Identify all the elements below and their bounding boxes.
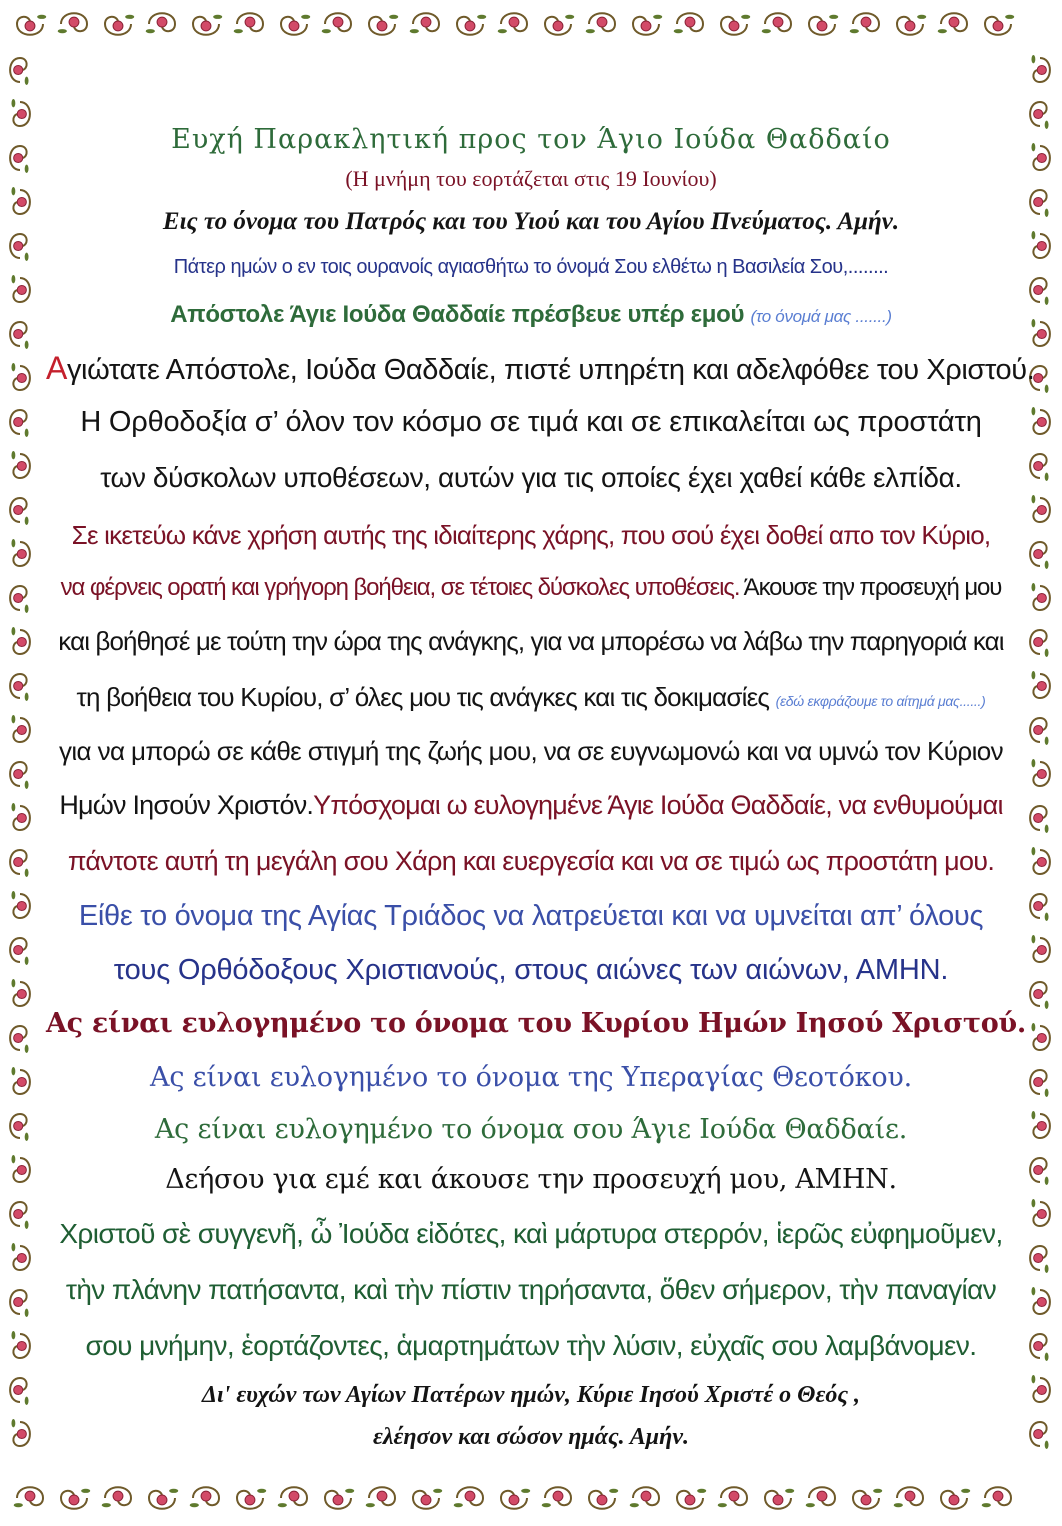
vine-ornament: [1031, 231, 1049, 258]
vine-ornament: [1031, 319, 1049, 346]
vine-ornament: [1030, 102, 1048, 129]
vine-ornament: [10, 1114, 28, 1141]
vine-ornament: [545, 15, 574, 35]
vine-ornament: [850, 13, 879, 33]
prayer-line-5-b: Άκουσε την προσευχή μου: [739, 574, 1002, 601]
vine-ornament: [985, 15, 1014, 35]
vine-ornament: [938, 13, 967, 33]
closing-prayer-1: Δι' ευχών των Αγίων Πατέρων ημών, Κύριε Ιησού Χριστέ ο Θεός ,: [201, 1382, 861, 1408]
vine-ornament: [1030, 630, 1048, 657]
vine-ornament: [10, 1378, 28, 1405]
vine-ornament: [11, 451, 29, 478]
prayer-line-4: Σε ικετεύω κάνε χρήση αυτής της ιδιαίτερης χάρης, που σού έχει δοθεί απο τον Κύριο,: [71, 520, 991, 550]
vine-ornament: [1030, 278, 1048, 305]
vine-ornament: [193, 15, 222, 35]
vine-ornament: [10, 1202, 28, 1229]
vine-ornament: [1031, 55, 1049, 82]
vine-ornament: [11, 627, 29, 654]
vine-ornament: [10, 322, 28, 349]
hear-my-prayer: Δεήσου για εμέ και άκουσε την προσευχή μου, ΑΜΗΝ.: [165, 1164, 897, 1195]
vine-ornament: [410, 13, 439, 33]
vine-ornament: [1031, 1023, 1049, 1050]
vine-ornament: [278, 1487, 307, 1507]
trinity-doxology-2: τους Ορθόδοξους Χριστιανούς, στους αιώνες των αιώνων, ΑΜΗΝ.: [113, 954, 949, 986]
vine-ornament: [281, 15, 310, 35]
apolytikion-line-3: σου μνήμην, ἑορτάζοντες, ἁμαρτημάτων τὴν λύσιν, εὐχαῖς σου λαμβάνομεν.: [85, 1330, 977, 1361]
intercession-text: Απόστολε Άγιε Ιούδα Θαδδαίε πρέσβευε υπέρ εμού: [170, 301, 751, 328]
vine-ornament: [1030, 894, 1048, 921]
vine-ornament: [10, 1026, 28, 1053]
vine-ornament: [674, 13, 703, 33]
vine-ornament: [11, 1331, 29, 1358]
vine-ornament: [1030, 1158, 1048, 1185]
request-placeholder: (εδώ εκφράζουμε το αίτημά μας......): [775, 693, 986, 709]
vine-ornament: [586, 13, 615, 33]
lords-prayer-line: Πάτερ ημών ο εν τοις ουρανοίς αγιασθήτω το όνομά Σου ελθέτω η Βασιλεία Σου,........: [173, 256, 889, 278]
vine-ornament: [11, 891, 29, 918]
vine-ornament: [894, 1487, 923, 1507]
trinitarian-invocation: [46, 208, 1016, 236]
vine-ornament: [11, 99, 29, 126]
vine-ornament: [498, 13, 527, 33]
prayer-line-8: για να μπορώ σε κάθε στιγμή της ζωής μου, να σε ευγνωμονώ και να υμνώ τον Κύριον: [58, 736, 1004, 766]
prayer-line-7-text: τη βοήθεια του Κυρίου, σ’ όλες μου τις ανάγκες και τις δοκιμασίες: [76, 682, 776, 712]
trinity-doxology-1: Είθε το όνομα της Αγίας Τριάδος να λατρεύεται και να υμνείται απ’ όλους: [78, 900, 984, 932]
vine-ornament: [1030, 806, 1048, 833]
vine-ornament: [721, 15, 750, 35]
vine-ornament: [10, 850, 28, 877]
vine-ornament: [1030, 1070, 1048, 1097]
apolytikion-line-1: Χριστοῦ σὲ συγγενῆ, ὦ Ἰούδα εἰδότες, καὶ μάρτυρα στερρόν, ἱερῶς εὐφημοῦμεν,: [59, 1218, 1003, 1249]
vine-ornament: [454, 1487, 483, 1507]
blessing-jude: Ας είναι ευλογημένο το όνομα σου Άγιε Ιούδα Θαδδαίε.: [154, 1114, 908, 1145]
vine-ornament: [105, 15, 134, 35]
vine-ornament: [806, 1487, 835, 1507]
name-placeholder: (το όνομά μας .......): [750, 307, 892, 326]
vine-ornament: [61, 1489, 90, 1509]
vine-ornament: [1030, 1334, 1048, 1361]
vine-ornament: [146, 13, 175, 33]
vine-ornament: [10, 674, 28, 701]
prayer-line-9: [46, 790, 1016, 821]
vine-ornament: [630, 1487, 659, 1507]
vine-ornament: [1031, 847, 1049, 874]
vine-ornament: [897, 15, 926, 35]
vine-ornament: [58, 13, 87, 33]
vine-ornament: [1030, 718, 1048, 745]
invocation-amen: Αμήν.: [837, 208, 900, 235]
vine-ornament: [11, 1419, 29, 1446]
vine-ornament: [10, 586, 28, 613]
vine-ornament: [11, 187, 29, 214]
vine-ornament: [10, 762, 28, 789]
prayer-line-10: πάντοτε αυτή τη μεγάλη σου Χάρη και ευεργεσία και να σε τιμώ ως προστάτη μου.: [67, 846, 995, 876]
prayer-line-5: [46, 574, 1016, 602]
vine-ornament: [10, 58, 28, 85]
vine-ornament: [633, 15, 662, 35]
vine-ornament: [1031, 1375, 1049, 1402]
vine-ornament: [413, 1489, 442, 1509]
vine-ornament: [10, 146, 28, 173]
vine-ornament: [11, 803, 29, 830]
vine-ornament: [149, 1489, 178, 1509]
drop-initial: Α: [46, 350, 67, 386]
vine-ornament: [1031, 1111, 1049, 1138]
vine-ornament: [765, 1489, 794, 1509]
vine-ornament: [10, 410, 28, 437]
prayer-line-1: [46, 350, 1035, 387]
vine-ornament: [14, 1487, 43, 1507]
vine-ornament: [1031, 495, 1049, 522]
vine-ornament: [1030, 1422, 1048, 1449]
vine-ornament: [237, 1489, 266, 1509]
vine-ornament: [10, 234, 28, 261]
vine-ornament: [11, 275, 29, 302]
vine-ornament: [322, 13, 351, 33]
prayer-line-2: Η Ορθοδοξία σ’ όλον τον κόσμο σε τιμά και σε επικαλείται ως προστάτη: [80, 406, 982, 438]
invocation-text: Εις το όνομα του Πατρός και του Υιού και του Αγίου Πνεύματος.: [162, 208, 838, 235]
prayer-line-1-rest: γιώτατε Απόστολε, Ιούδα Θαδδαίε, πιστέ υπηρέτη και αδελφόθεε του Χριστού.: [66, 354, 1035, 386]
vine-ornament: [677, 1489, 706, 1509]
prayer-line-3: των δύσκολων υποθέσεων, αυτών για τις οποίες έχει χαθεί κάθε ελπίδα.: [100, 462, 962, 493]
prayer-line-5-a: να φέρνεις ορατή και γρήγορη βοήθεια, σε τέτοιες δύσκολες υποθέσεις.: [60, 574, 740, 601]
apostle-intercession: [46, 301, 1016, 329]
vine-ornament: [11, 1155, 29, 1182]
vine-ornament: [809, 15, 838, 35]
prayer-text: [46, 118, 1035, 1468]
vine-ornament: [11, 539, 29, 566]
vine-ornament: [10, 498, 28, 525]
blessing-theotokos: Ας είναι ευλογημένο το όνομα της Υπεραγίας Θεοτόκου.: [150, 1062, 912, 1093]
vine-ornament: [501, 1489, 530, 1509]
vine-ornament: [941, 1489, 970, 1509]
vine-ornament: [1031, 759, 1049, 786]
blessing-christ: Ας είναι ευλογημένο το όνομα του Κυρίου Ημών Ιησού Χριστού.: [46, 1008, 1026, 1039]
prayer-title: Ευχή Παρακλητική προς τον Άγιο Ιούδα Θαδδαίο: [171, 124, 891, 155]
vine-ornament: [17, 15, 46, 35]
vine-ornament: [1031, 1287, 1049, 1314]
vine-ornament: [190, 1487, 219, 1507]
apolytikion-line-2: τὴν πλάνην πατήσαντα, καὶ τὴν πίστιν τηρήσαντα, ὅθεν σήμερον, τὴν παναγίαν: [65, 1274, 997, 1305]
vine-ornament: [234, 13, 263, 33]
vine-ornament: [366, 1487, 395, 1507]
prayer-line-9-a: Ημών Ιησούν Χριστόν.: [59, 790, 314, 820]
vine-ornament: [10, 1290, 28, 1317]
vine-ornament: [11, 1067, 29, 1094]
feast-date-note: (Η μνήμη του εορτάζεται στις 19 Ιουνίου): [345, 166, 717, 191]
vine-ornament: [1030, 1246, 1048, 1273]
prayer-line-9-b: Υπόσχομαι ω ευλογημένε Άγιε Ιούδα Θαδδαίε, να ενθυμούμαι: [313, 790, 1003, 820]
vine-ornament: [1030, 454, 1048, 481]
vine-ornament: [542, 1487, 571, 1507]
vine-ornament: [325, 1489, 354, 1509]
vine-ornament: [11, 979, 29, 1006]
vine-ornament: [982, 1487, 1011, 1507]
vine-ornament: [1031, 143, 1049, 170]
vine-ornament: [369, 15, 398, 35]
vine-ornament: [1030, 982, 1048, 1009]
vine-ornament: [1030, 542, 1048, 569]
vine-ornament: [1031, 935, 1049, 962]
vine-ornament: [102, 1487, 131, 1507]
closing-prayer-2: ελέησον και σώσον ημάς. Αμήν.: [373, 1424, 689, 1450]
prayer-line-7: [46, 682, 1016, 713]
vine-ornament: [1031, 583, 1049, 610]
vine-ornament: [1030, 190, 1048, 217]
vine-ornament: [11, 1243, 29, 1270]
vine-ornament: [11, 715, 29, 742]
vine-ornament: [1031, 671, 1049, 698]
prayer-line-6: και βοήθησέ με τούτη την ώρα της ανάγκης, για να μπορέσω να λάβω την παρηγοριά και: [58, 626, 1004, 656]
vine-ornament: [853, 1489, 882, 1509]
vine-ornament: [457, 15, 486, 35]
vine-ornament: [762, 13, 791, 33]
vine-ornament: [718, 1487, 747, 1507]
vine-ornament: [1031, 407, 1049, 434]
vine-ornament: [1031, 1199, 1049, 1226]
vine-ornament: [11, 363, 29, 390]
vine-ornament: [589, 1489, 618, 1509]
vine-ornament: [10, 938, 28, 965]
